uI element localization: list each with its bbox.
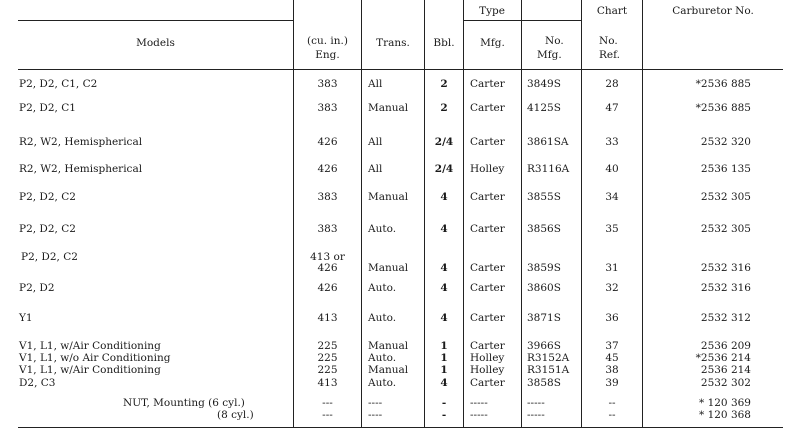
cell-ref: 28 [605,78,619,90]
cell-model: V1, L1, w/Air Conditioning [19,364,161,376]
header-chart: Chart [596,5,628,17]
cell-bbl: 4 [440,262,448,274]
cell-mfg: Carter [470,312,505,324]
cell-eng: 383 [317,102,338,114]
cell-model: R2, W2, Hemispherical [19,136,143,148]
cell-model: NUT, Mounting (6 cyl.) [123,397,245,409]
cell-no: R3151A [527,364,570,376]
cell-bbl: 1 [440,364,448,376]
cell-no: ----- [527,409,545,421]
cell-no: ----- [527,397,545,409]
cell-no: 3849S [527,78,561,90]
cell-eng: 383 [317,223,338,235]
cell-trans: Auto. [368,223,397,235]
cell-bbl: 4 [440,282,448,294]
cell-ref: -- [608,397,616,409]
cell-model: P2, D2, C1 [19,102,76,114]
cell-no: 3859S [527,262,561,274]
cell-eng: 413 or [310,251,345,263]
cell-ref: 39 [605,377,619,389]
cell-mfg: Carter [470,262,505,274]
cell-model: P2, D2 [19,282,55,294]
cell-trans: ---- [368,397,383,409]
cell-bbl: 2 [440,102,448,114]
cell-bbl: 2 [440,78,448,90]
col-models: Models [136,37,175,49]
cell-eng: 426 [317,262,338,274]
cell-mfg: Carter [470,340,505,352]
cell-ref: 45 [605,352,619,364]
col-trans: Trans. [376,37,410,49]
col-ref-bottom: Ref. [599,49,620,61]
cell-carb: *2536 214 [695,352,751,364]
cell-ref: 34 [605,191,619,203]
cell-carb: 2536 214 [700,364,751,376]
col-mfg: Mfg. [480,37,505,49]
cell-carb: 2532 320 [700,136,751,148]
cell-model: R2, W2, Hemispherical [19,163,143,175]
cell-mfg: Carter [470,191,505,203]
col-no-mfg-bottom: Mfg. [537,49,562,61]
cell-no: 3966S [527,340,561,352]
header-rule [463,20,582,21]
col-divider [361,0,362,428]
col-eng-bottom: Eng. [315,49,340,61]
cell-mfg: Carter [470,136,505,148]
cell-mfg: Carter [470,223,505,235]
cell-eng: 426 [317,163,338,175]
col-ref-top: No. [599,35,618,47]
cell-trans: Manual [368,262,409,274]
cell-carb: * 120 369 [698,397,751,409]
cell-trans: All [368,163,383,175]
cell-mfg: ----- [470,397,488,409]
cell-trans: Manual [368,102,409,114]
cell-carb: 2532 305 [700,191,751,203]
cell-bbl: 4 [440,312,448,324]
cell-ref: 32 [605,282,619,294]
cell-no: 3858S [527,377,561,389]
cell-mfg: Carter [470,282,505,294]
cell-no: 3855S [527,191,561,203]
cell-trans: Manual [368,191,409,203]
cell-model: P2, D2, C2 [19,223,76,235]
cell-bbl: 2/4 [434,136,454,148]
cell-trans: Auto. [368,282,397,294]
cell-model: Y1 [19,312,33,324]
cell-eng: 225 [317,364,338,376]
cell-eng: 413 [317,312,338,324]
cell-trans: Manual [368,340,409,352]
cell-mfg: Holley [470,352,505,364]
cell-eng: --- [322,409,333,421]
cell-mfg: Carter [470,78,505,90]
cell-no: R3152A [527,352,570,364]
cell-bbl: - [441,397,447,409]
cell-carb: 2532 302 [700,377,751,389]
cell-trans: Auto. [368,312,397,324]
cell-model: P2, D2, C1, C2 [19,78,98,90]
cell-model: (8 cyl.) [217,409,254,421]
cell-mfg: Holley [470,163,505,175]
cell-ref: 33 [605,136,619,148]
cell-ref: 36 [605,312,619,324]
cell-carb: *2536 885 [695,102,751,114]
cell-trans: All [368,78,383,90]
cell-no: 3860S [527,282,561,294]
header-rule [18,69,783,70]
cell-carb: * 120 368 [698,409,751,421]
cell-ref: 31 [605,262,619,274]
cell-carb: 2532 316 [700,262,751,274]
cell-carb: *2536 885 [695,78,751,90]
col-no-mfg-top: No. [545,35,564,47]
cell-mfg: Holley [470,364,505,376]
cell-model: D2, C3 [19,377,56,389]
cell-eng: 426 [317,136,338,148]
cell-bbl: - [441,409,447,421]
cell-trans: All [368,136,383,148]
cell-eng: 426 [317,282,338,294]
cell-no: R3116A [527,163,570,175]
cell-no: 3861SA [527,136,569,148]
cell-model: P2, D2, C2 [19,191,76,203]
col-eng-top: (cu. in.) [307,35,348,47]
cell-no: 3871S [527,312,561,324]
cell-bbl: 4 [440,223,448,235]
cell-ref: 47 [605,102,619,114]
cell-trans: ---- [368,409,383,421]
cell-carb: 2532 305 [700,223,751,235]
cell-bbl: 4 [440,377,448,389]
cell-carb: 2532 312 [700,312,751,324]
cell-bbl: 4 [440,191,448,203]
cell-ref: 37 [605,340,619,352]
cell-mfg: ----- [470,409,488,421]
cell-no: 4125S [527,102,561,114]
cell-eng: 413 [317,377,338,389]
cell-mfg: Carter [470,377,505,389]
cell-eng: 225 [317,352,338,364]
cell-ref: 35 [605,223,619,235]
cell-carb: 2532 316 [700,282,751,294]
col-bbl: Bbl. [433,37,455,49]
cell-ref: 38 [605,364,619,376]
cell-carb: 2536 135 [700,163,751,175]
cell-bbl: 1 [440,340,448,352]
bottom-rule [18,427,783,428]
cell-eng: 383 [317,191,338,203]
cell-trans: Auto. [368,377,397,389]
header-carburetor-no: Carburetor No. [672,5,754,17]
cell-eng: 383 [317,78,338,90]
cell-trans: Auto. [368,352,397,364]
cell-bbl: 1 [440,352,448,364]
cell-ref: -- [608,409,616,421]
cell-ref: 40 [605,163,619,175]
cell-eng: 225 [317,340,338,352]
col-divider [521,0,522,428]
cell-eng: --- [322,397,333,409]
cell-model: P2, D2, C2 [21,251,78,263]
header-type: Type [479,5,505,17]
cell-model: V1, L1, w/o Air Conditioning [19,352,171,364]
cell-bbl: 2/4 [434,163,454,175]
cell-model: V1, L1, w/Air Conditioning [19,340,161,352]
cell-mfg: Carter [470,102,505,114]
cell-trans: Manual [368,364,409,376]
cell-carb: 2536 209 [700,340,751,352]
header-rule [18,20,294,21]
col-divider [463,0,464,428]
cell-no: 3856S [527,223,561,235]
